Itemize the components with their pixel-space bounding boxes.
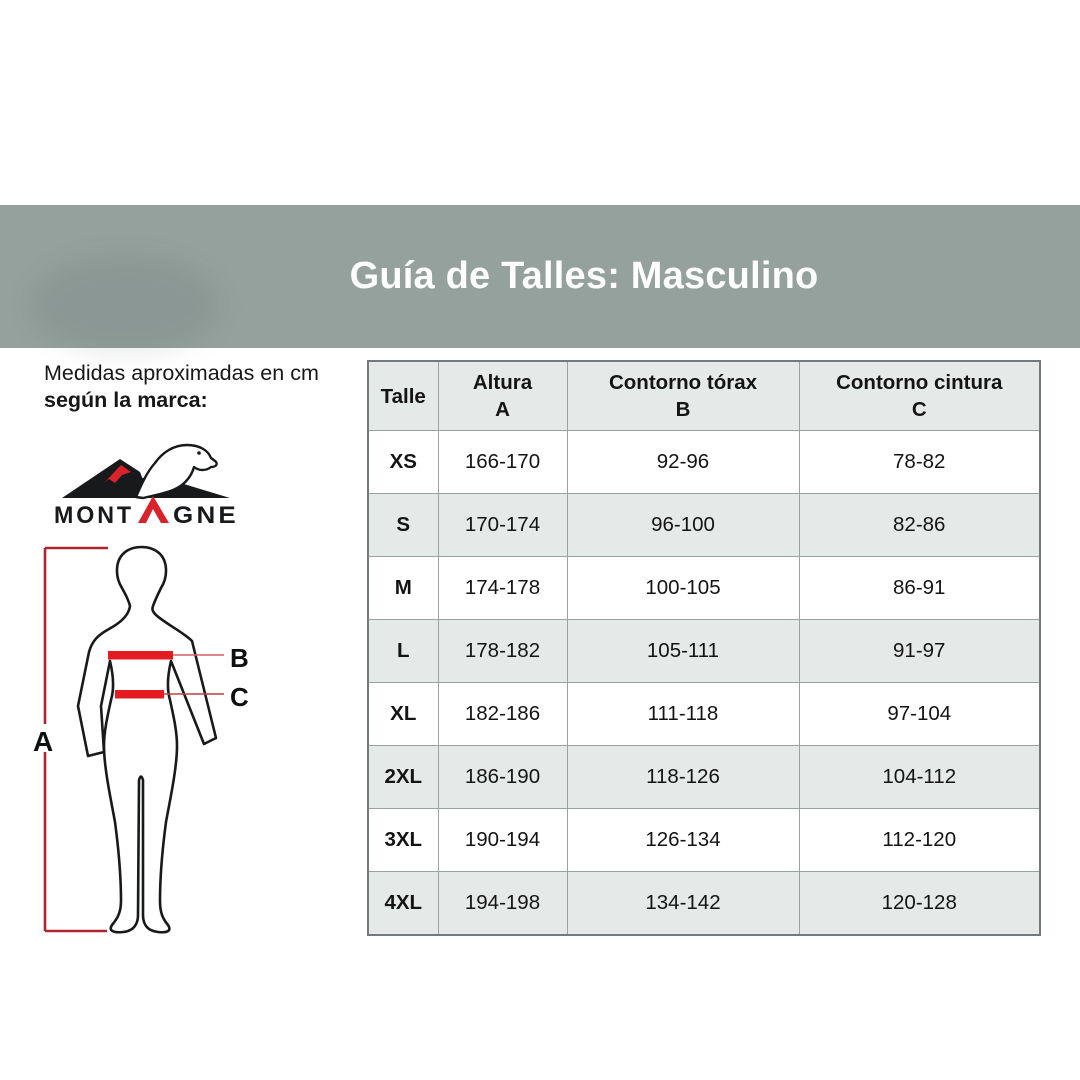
banner-shadow-smudge: [30, 255, 220, 355]
label-height-a: A: [33, 726, 54, 757]
table-row-2XL: [368, 746, 1040, 809]
body-silhouette-icon: [78, 547, 216, 932]
table-row-M: [368, 557, 1040, 620]
cell-talle: 4XL: [368, 872, 438, 935]
cell-altura: 166-170: [438, 431, 567, 494]
cell-torax: 92-96: [567, 431, 799, 494]
cell-torax: 134-142: [567, 872, 799, 935]
cell-altura: 190-194: [438, 809, 567, 872]
cell-cintura: 82-86: [799, 494, 1040, 557]
cell-cintura: 86-91: [799, 557, 1040, 620]
column-header-torax: Contorno tórax B: [567, 361, 799, 431]
eagle-eye-icon: [197, 451, 201, 455]
cell-altura: 194-198: [438, 872, 567, 935]
size-table-header-row: [368, 361, 1040, 431]
cell-talle: 2XL: [368, 746, 438, 809]
cell-altura: 182-186: [438, 683, 567, 746]
table-row-4XL: [368, 872, 1040, 935]
cell-talle: M: [368, 557, 438, 620]
size-table-container: [367, 360, 1041, 936]
cell-talle: 3XL: [368, 809, 438, 872]
cell-torax: 111-118: [567, 683, 799, 746]
montagne-logo: [52, 438, 242, 530]
cell-torax: 105-111: [567, 620, 799, 683]
column-header-cintura: Contorno cintura C: [799, 361, 1040, 431]
cell-altura: 178-182: [438, 620, 567, 683]
intro-line-2: según la marca:: [44, 388, 208, 412]
chest-measure: [108, 651, 224, 660]
cell-cintura: 91-97: [799, 620, 1040, 683]
page-title: Guía de Talles: Masculino: [349, 255, 819, 297]
wordmark-a-glyph-icon: [138, 496, 169, 523]
table-row-S: [368, 494, 1040, 557]
cell-torax: 96-100: [567, 494, 799, 557]
table-row-XS: [368, 431, 1040, 494]
cell-talle: XL: [368, 683, 438, 746]
cell-torax: 100-105: [567, 557, 799, 620]
table-row-3XL: [368, 809, 1040, 872]
cell-cintura: 120-128: [799, 872, 1040, 935]
chest-bar-icon: [108, 651, 173, 660]
waist-bar-icon: [115, 690, 164, 699]
cell-cintura: 104-112: [799, 746, 1040, 809]
label-chest-b: B: [230, 643, 249, 673]
size-table-body: [368, 431, 1040, 935]
table-row-L: [368, 620, 1040, 683]
cell-cintura: 78-82: [799, 431, 1040, 494]
cell-altura: 170-174: [438, 494, 567, 557]
cell-torax: 118-126: [567, 746, 799, 809]
cell-talle: S: [368, 494, 438, 557]
measurement-diagram: [25, 538, 250, 940]
cell-altura: 186-190: [438, 746, 567, 809]
cell-talle: L: [368, 620, 438, 683]
cell-altura: 174-178: [438, 557, 567, 620]
cell-cintura: 97-104: [799, 683, 1040, 746]
cell-cintura: 112-120: [799, 809, 1040, 872]
column-header-talle: Talle: [368, 361, 438, 431]
column-header-altura: Altura A: [438, 361, 567, 431]
table-row-XL: [368, 683, 1040, 746]
cell-torax: 126-134: [567, 809, 799, 872]
wordmark-mont: MONT: [54, 502, 134, 529]
intro-line-1: Medidas aproximadas en cm: [44, 361, 319, 385]
size-table: [367, 360, 1041, 936]
wordmark-gne: GNE: [173, 502, 239, 529]
intro-text: [44, 360, 319, 414]
cell-talle: XS: [368, 431, 438, 494]
label-waist-c: C: [230, 682, 249, 712]
title-banner: [0, 205, 1080, 348]
